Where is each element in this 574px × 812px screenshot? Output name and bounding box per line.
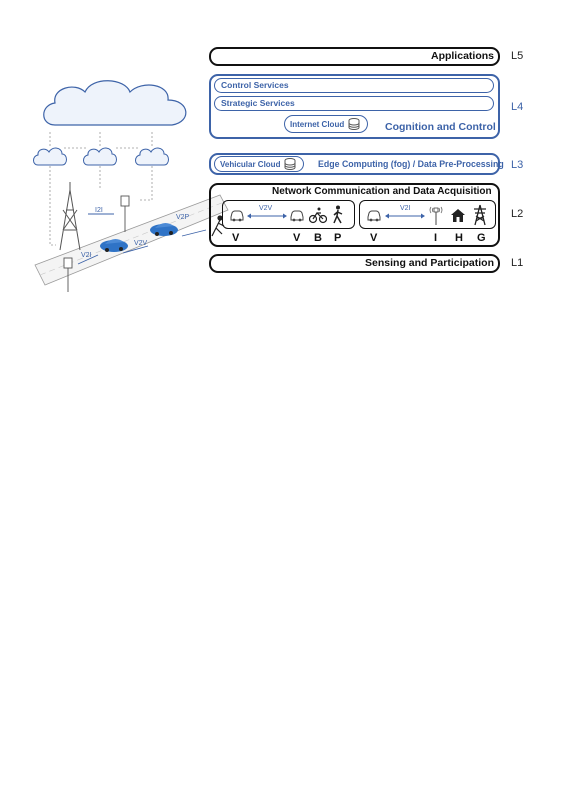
strategic-services-box: Strategic Services <box>214 96 494 111</box>
v2v-arrow <box>247 213 287 219</box>
scene-label-i2i: I2I <box>95 207 103 214</box>
fog-cloud-mid-icon <box>84 148 117 165</box>
v2i-arrow <box>385 213 425 219</box>
v2i-link-label: V2I <box>400 205 411 212</box>
home-icon <box>450 207 466 223</box>
layer-l5-title: Applications <box>430 50 494 62</box>
left-letter-0: V <box>232 232 240 244</box>
cell-tower-icon <box>60 182 80 250</box>
layer-l3-level: L3 <box>511 159 524 171</box>
database-icon <box>284 158 296 170</box>
vehicular-cloud-label: Vehicular Cloud <box>220 159 281 169</box>
right-letter-0: V <box>370 232 378 244</box>
scene-label-v2v: V2V <box>134 240 148 247</box>
vehicle-v1-icon <box>229 207 245 223</box>
left-letter-1: V <box>293 232 301 244</box>
layer-l3-title: Edge Computing (fog) / Data Pre-Processing <box>318 159 504 169</box>
vehicle-v3-icon <box>366 207 382 223</box>
main-cloud-icon <box>44 81 186 125</box>
scene-label-v2i: V2I <box>81 252 92 259</box>
layer-l1-level: L1 <box>511 257 524 269</box>
right-letter-3: G <box>477 232 486 244</box>
bicycle-icon <box>309 206 327 224</box>
internet-cloud-label: Internet Cloud <box>290 119 345 129</box>
vanet-scene-illustration <box>30 70 230 300</box>
control-services-box: Control Services <box>214 78 494 93</box>
pedestrian-p-icon <box>331 205 345 225</box>
v2v-link-label: V2V <box>259 205 273 212</box>
fog-cloud-left-icon <box>34 148 67 165</box>
left-letter-3: P <box>334 232 342 244</box>
layer-l4-level: L4 <box>511 101 524 113</box>
power-grid-icon <box>471 204 489 226</box>
road <box>35 195 228 285</box>
fog-cloud-right-icon <box>136 148 169 165</box>
database-icon <box>348 118 360 130</box>
roadside-unit-top-icon <box>121 196 129 232</box>
scene-label-v2p: V2P <box>176 214 190 221</box>
layer-l5-level: L5 <box>511 50 524 62</box>
infrastructure-antenna-icon <box>428 204 444 226</box>
layer-l2-title: Network Communication and Data Acquisition <box>272 186 492 197</box>
internet-cloud-pill <box>284 115 368 133</box>
right-letter-2: H <box>455 232 463 244</box>
layer-l2-level: L2 <box>511 208 524 220</box>
left-letter-2: B <box>314 232 322 244</box>
layer-l1-title: Sensing and Participation <box>365 257 494 269</box>
right-letter-1: I <box>434 232 438 244</box>
vehicular-cloud-pill <box>214 156 304 172</box>
vehicle-v2-icon <box>289 207 305 223</box>
layer-l4-title: Cognition and Control <box>385 121 496 133</box>
